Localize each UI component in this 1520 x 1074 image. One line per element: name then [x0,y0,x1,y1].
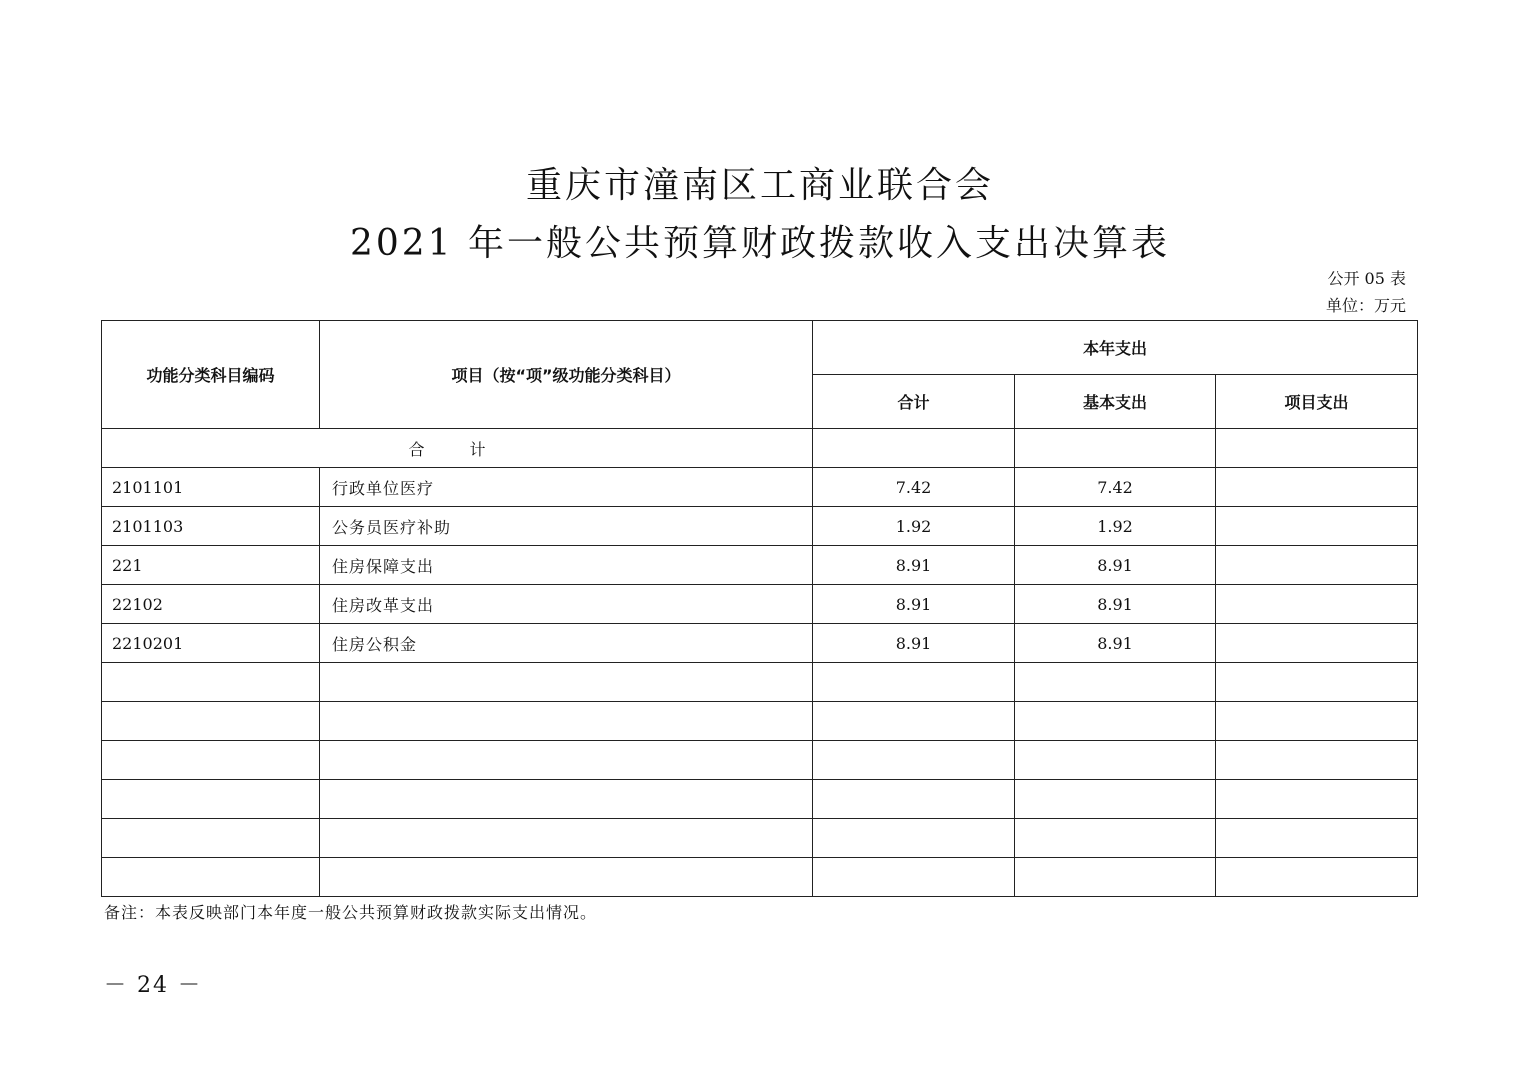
row-total: 8.91 [813,585,1015,624]
header-project: 项目支出 [1216,375,1418,429]
empty-row [102,702,1418,741]
header-code: 功能分类科目编码 [102,321,320,429]
document-title: 重庆市潼南区工商业联合会 [525,165,994,206]
empty-row [102,780,1418,819]
row-name: 住房改革支出 [320,585,813,624]
table-row [102,546,1418,585]
empty-row [102,663,1418,702]
total-row-project [1216,429,1418,468]
row-total: 1.92 [813,507,1015,546]
table-row [102,624,1418,663]
row-basic: 8.91 [1015,624,1216,663]
row-basic: 1.92 [1015,507,1216,546]
empty-row [102,819,1418,858]
header-current-year: 本年支出 [813,321,1418,375]
empty-row [102,741,1418,780]
unit-label: 单位：万元 [1325,296,1406,315]
row-basic: 8.91 [1015,546,1216,585]
total-row [102,429,1418,468]
table-row [102,507,1418,546]
total-row-basic [1015,429,1216,468]
total-row-label: 合 计 [102,429,813,468]
budget-table [101,320,1418,897]
page-number: － 24 － [104,973,202,998]
row-total: 8.91 [813,624,1015,663]
document-subtitle: 2021 年一般公共预算财政拨款收入支出决算表 [349,223,1171,264]
row-name: 住房保障支出 [320,546,813,585]
total-row-total [813,429,1015,468]
form-number: 公开 05 表 [1327,269,1406,288]
row-basic: 8.91 [1015,585,1216,624]
row-project [1216,507,1418,546]
row-name: 公务员医疗补助 [320,507,813,546]
row-total: 8.91 [813,546,1015,585]
row-project [1216,585,1418,624]
row-basic: 7.42 [1015,468,1216,507]
row-code: 221 [102,546,320,585]
row-code: 2210201 [102,624,320,663]
row-project [1216,468,1418,507]
row-code: 2101101 [102,468,320,507]
row-name: 行政单位医疗 [320,468,813,507]
table-note: 备注：本表反映部门本年度一般公共预算财政拨款实际支出情况。 [104,903,598,922]
row-name: 住房公积金 [320,624,813,663]
header-total: 合计 [813,375,1015,429]
row-project [1216,624,1418,663]
row-code: 2101103 [102,507,320,546]
row-code: 22102 [102,585,320,624]
empty-row [102,858,1418,897]
header-basic: 基本支出 [1015,375,1216,429]
row-total: 7.42 [813,468,1015,507]
table-row [102,585,1418,624]
table-row [102,468,1418,507]
row-project [1216,546,1418,585]
header-item: 项目（按“项”级功能分类科目） [320,321,813,429]
